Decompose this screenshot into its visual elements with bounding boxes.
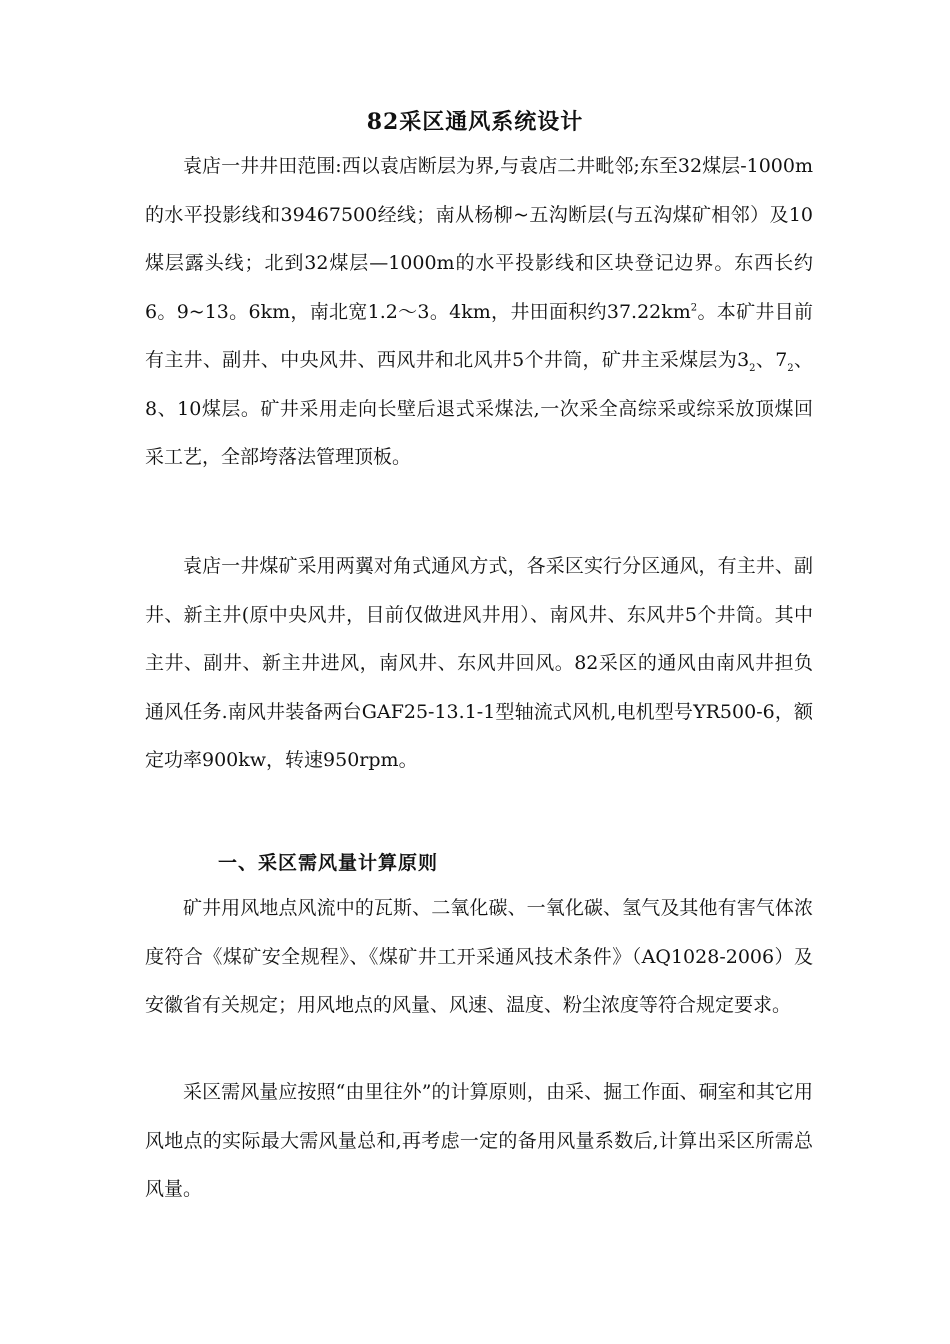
document-title: 82采区通风系统设计 (366, 109, 584, 135)
paragraph-text: 袁店一井井田范围:西以袁店断层为界,与袁店二井毗邻;东至32煤层-1000m的水平投影线和39467500经线；南从杨柳~五沟断层(与五沟煤矿相邻）及10煤层露头线；北到32煤层—1000m的水平投影线和区块登记边界。东西长约6。9~13。6km，南北宽1.2～3。4km，井田面积约37.22km (145, 155, 813, 323)
paragraph-calculation-principle: 采区需风量应按照“由里往外”的计算原则，由采、掘工作面、硐室和其它用风地点的实际最大需风量总和,再考虑一定的备用风量系数后,计算出采区所需总风量。 (145, 1081, 813, 1200)
paragraph-text: 、8、10煤层。矿井采用走向长壁后退式采煤法,一次采全高综采或综采放顶煤回采工艺，全部垮落法管理顶板。 (145, 349, 813, 468)
section-heading: 一、采区需风量计算原则 (218, 852, 439, 874)
paragraph-gas-requirements: 矿井用风地点风流中的瓦斯、二氧化碳、一氧化碳、氢气及其他有害气体浓度符合《煤矿安全规程》、《煤矿井工开采通风技术条件》（AQ1028-2006）及安徽省有关规定；用风地点的风量、风速、温度、粉尘浓度等符合规定要求。 (145, 897, 813, 1016)
paragraph-ventilation-method: 袁店一井煤矿采用两翼对角式通风方式，各采区实行分区通风，有主井、副井、新主井(原中央风井，目前仅做进风井用）、南风井、东风井5个井筒。其中主井、副井、新主井进风，南风井、东风井回风。82采区的通风由南风井担负通风任务.南风井装备两台GAF25-13.1-1型轴流式风机,电机型号YR500-6，额定功率900kw，转速950rpm。 (145, 555, 813, 771)
paragraph-mine-field-overview (145, 142, 813, 482)
paragraph-text: 。本矿井目前有主井、副井、中央风井、西风井和北风井5个井筒，矿井主采煤层为3 (145, 300, 813, 371)
subscript: 2 (749, 362, 756, 374)
subscript: 2 (787, 362, 794, 374)
superscript: 2 (690, 302, 698, 314)
paragraph-text: 、7 (755, 349, 788, 371)
